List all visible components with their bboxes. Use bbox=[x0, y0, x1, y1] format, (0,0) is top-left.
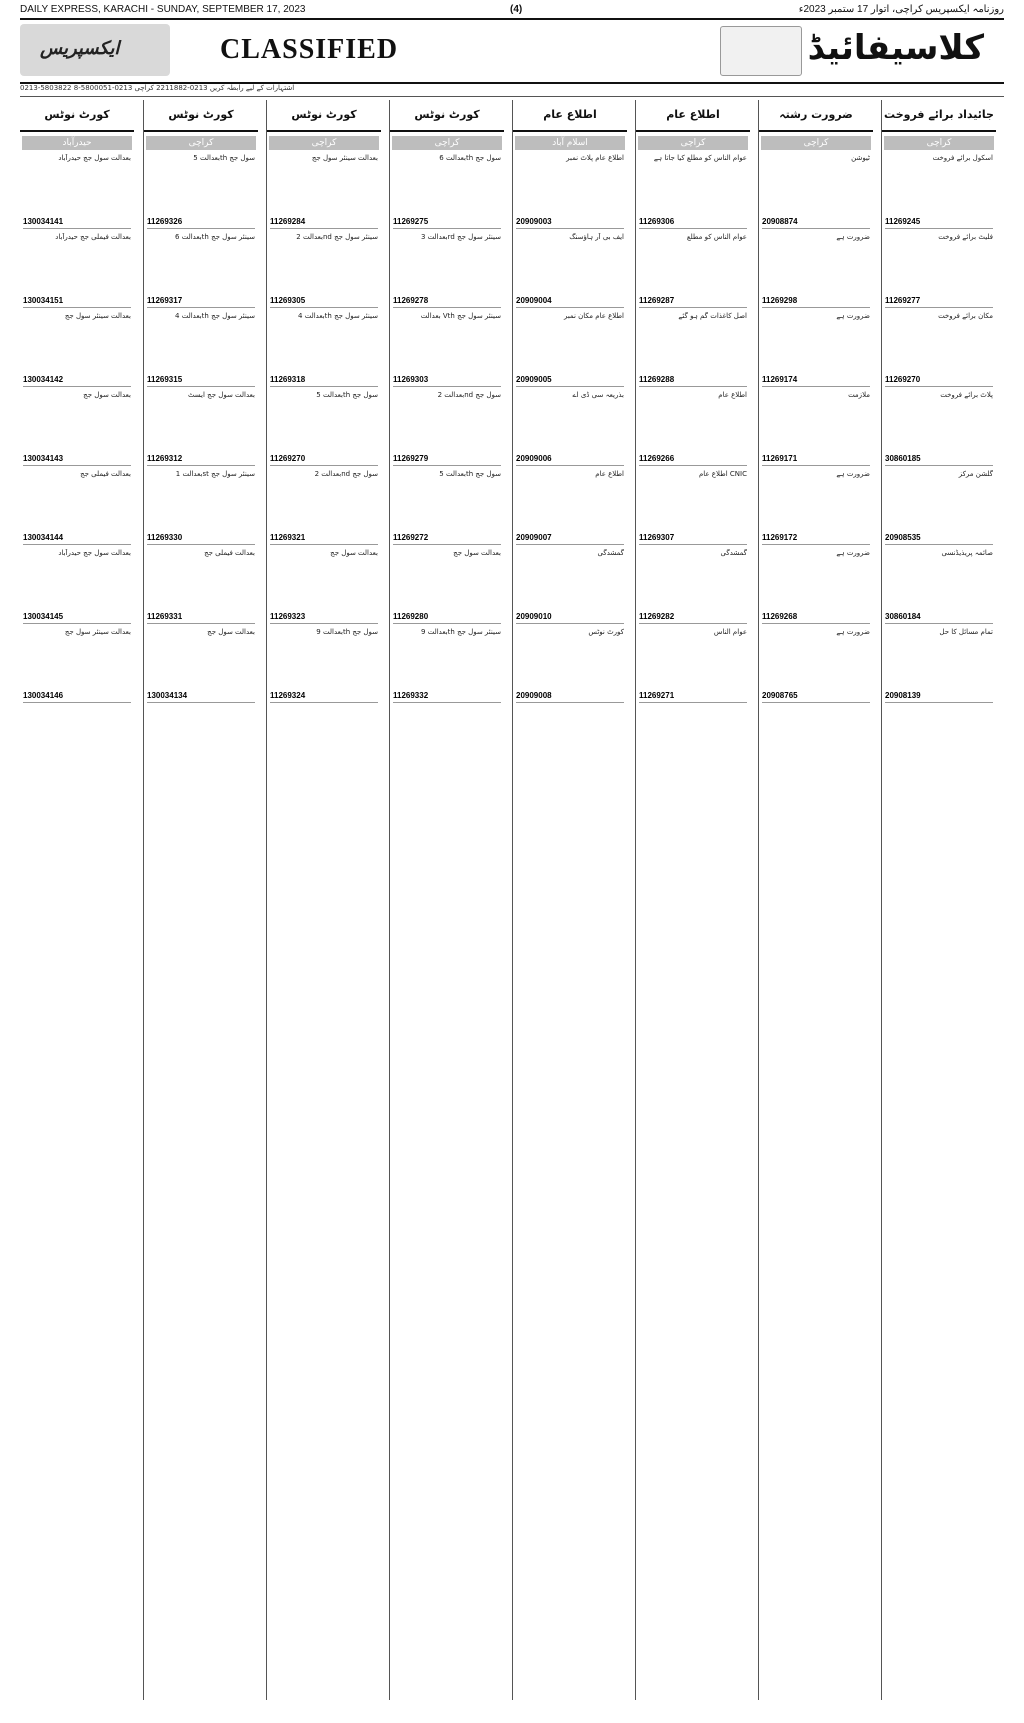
classified-ad bbox=[885, 154, 993, 229]
classified-ad bbox=[393, 549, 501, 624]
ad-text: بعدالت سینئر سول جج bbox=[64, 628, 131, 636]
classified-ad bbox=[147, 312, 255, 387]
ad-code: 11269275 bbox=[393, 218, 501, 229]
ad-text: فلیٹ برائے فروخت bbox=[938, 233, 993, 241]
ad-code: 130034143 bbox=[23, 455, 131, 466]
ad-text: بعدالت 6th سینئر سول جج bbox=[175, 233, 255, 241]
classified-ad bbox=[23, 312, 131, 387]
ad-code: 11269317 bbox=[147, 297, 255, 308]
ad-code: 11269332 bbox=[393, 692, 501, 703]
ad-text: ضرورت ہے bbox=[836, 549, 870, 557]
ad-text: ضرورت ہے bbox=[836, 628, 870, 636]
classified-ad bbox=[23, 470, 131, 545]
ad-text: بعدالت سول جج ایسٹ bbox=[187, 391, 255, 399]
classified-ad bbox=[762, 391, 870, 466]
ad-code: 11269271 bbox=[639, 692, 747, 703]
ad-text: ضرورت ہے bbox=[836, 470, 870, 478]
classified-ad bbox=[393, 470, 501, 545]
ad-code: 11269272 bbox=[393, 534, 501, 545]
column-1 bbox=[20, 100, 134, 1700]
ad-code: 20909003 bbox=[516, 218, 624, 229]
ad-code: 11269315 bbox=[147, 376, 255, 387]
classified-ad bbox=[516, 233, 624, 308]
ad-text: عوام الناس کو مطلع کیا جاتا ہے bbox=[653, 154, 747, 162]
classified-ad bbox=[516, 312, 624, 387]
region-label: کراچی bbox=[638, 136, 748, 150]
ad-code: 20909005 bbox=[516, 376, 624, 387]
classified-ad bbox=[885, 312, 993, 387]
top-line bbox=[20, 4, 1004, 16]
express-logo: ایکسپریس bbox=[20, 24, 170, 76]
ad-text: بعدالت 6th سول جج bbox=[439, 154, 501, 162]
classified-ad bbox=[270, 391, 378, 466]
ad-text: اصل کاغذات گم ہو گئے bbox=[678, 312, 747, 320]
ad-code: 11269278 bbox=[393, 297, 501, 308]
ad-text: بعدالت 4th سینئر سول جج bbox=[298, 312, 378, 320]
classified-ad bbox=[23, 233, 131, 308]
ad-code: 11269303 bbox=[393, 376, 501, 387]
ad-text: بعدالت سینئر سول جج bbox=[311, 154, 378, 162]
ad-text: مکان برائے فروخت bbox=[938, 312, 993, 320]
ad-text: بعدالت 4th سینئر سول جج bbox=[175, 312, 255, 320]
ad-text: بعدالت فیملی جج bbox=[204, 549, 255, 557]
ad-code: 11269306 bbox=[639, 218, 747, 229]
ad-text: بعدالت 1st سینئر سول جج bbox=[175, 470, 255, 478]
ad-code: 130034141 bbox=[23, 218, 131, 229]
ad-text: بعدالت سول جج bbox=[330, 549, 378, 557]
classified-ad bbox=[639, 154, 747, 229]
classified-ad bbox=[639, 233, 747, 308]
ad-text: اطلاع عام bbox=[595, 470, 624, 478]
ad-text: بعدالت سول جج bbox=[453, 549, 501, 557]
ad-text: اطلاع عام bbox=[718, 391, 747, 399]
ad-code: 11269288 bbox=[639, 376, 747, 387]
ad-code: 11269171 bbox=[762, 455, 870, 466]
classified-ad bbox=[639, 312, 747, 387]
ad-text: عوام الناس کو مطلع bbox=[686, 233, 747, 241]
ad-code: 11269287 bbox=[639, 297, 747, 308]
classified-ad bbox=[147, 233, 255, 308]
classified-ad bbox=[23, 391, 131, 466]
classified-ad bbox=[885, 233, 993, 308]
column-header: اطلاع عام bbox=[513, 100, 627, 132]
ad-code: 11269312 bbox=[147, 455, 255, 466]
classified-ad bbox=[639, 391, 747, 466]
classified-ad bbox=[762, 549, 870, 624]
ad-code: 20908535 bbox=[885, 534, 993, 545]
classified-ad bbox=[23, 628, 131, 703]
classified-ad bbox=[147, 549, 255, 624]
classified-ad bbox=[23, 549, 131, 624]
column-6 bbox=[635, 100, 750, 1700]
classified-ad bbox=[147, 628, 255, 703]
ad-text: بعدالت 2nd سینئر سول جج bbox=[296, 233, 378, 241]
classified-ad bbox=[270, 233, 378, 308]
ad-code: 11269270 bbox=[885, 376, 993, 387]
classified-ad bbox=[885, 470, 993, 545]
ad-code: 11269284 bbox=[270, 218, 378, 229]
ad-text: بعدالت سول جج bbox=[83, 391, 131, 399]
ad-text: بعدالت 3rd سینئر سول جج bbox=[420, 233, 501, 241]
classified-ad bbox=[762, 233, 870, 308]
ad-code: 11269331 bbox=[147, 613, 255, 624]
ad-code: 11269279 bbox=[393, 455, 501, 466]
ad-code: 11269277 bbox=[885, 297, 993, 308]
classified-ad bbox=[762, 154, 870, 229]
column-8 bbox=[881, 100, 996, 1700]
ad-code: 130034151 bbox=[23, 297, 131, 308]
classified-ad bbox=[393, 233, 501, 308]
region-label: کراچی bbox=[269, 136, 379, 150]
ad-text: ضرورت ہے bbox=[836, 233, 870, 241]
ad-text: اطلاع عام پلاٹ نمبر bbox=[566, 154, 624, 162]
ad-text: بعدالت سول جج bbox=[207, 628, 255, 636]
masthead bbox=[20, 18, 1004, 84]
column-header: ضرورت رشتہ bbox=[759, 100, 873, 132]
ad-text: ضرورت ہے bbox=[836, 312, 870, 320]
contact-strip: 0213-5803822 اشتہارات کے لیے رابطہ کریں 0213-2211882 کراچی 0213-5800051-8 bbox=[20, 84, 1004, 97]
classified-ad bbox=[762, 312, 870, 387]
ad-code: 130034144 bbox=[23, 534, 131, 545]
classified-ad bbox=[516, 549, 624, 624]
title-urdu: کلاسیفائیڈ bbox=[807, 28, 984, 68]
classified-ad bbox=[639, 549, 747, 624]
classified-columns bbox=[20, 100, 1004, 1700]
classified-ad bbox=[270, 628, 378, 703]
ad-text: ایف بی آر ہاؤسنگ bbox=[569, 233, 624, 241]
ad-code: 130034142 bbox=[23, 376, 131, 387]
ad-text: گمشدگی bbox=[597, 549, 624, 557]
ad-code: 30860185 bbox=[885, 455, 993, 466]
classified-ad bbox=[639, 470, 747, 545]
ad-code: 20909006 bbox=[516, 455, 624, 466]
column-header: کورٹ نوٹس bbox=[267, 100, 381, 132]
classified-ad bbox=[762, 628, 870, 703]
ad-code: 130034134 bbox=[147, 692, 255, 703]
ad-code: 11269266 bbox=[639, 455, 747, 466]
region-label: کراچی bbox=[884, 136, 994, 150]
ad-code: 11269323 bbox=[270, 613, 378, 624]
dateline-english: DAILY EXPRESS, KARACHI - SUNDAY, SEPTEMBER 17, 2023 bbox=[20, 4, 306, 15]
ad-text: بعدالت سول جج حیدرآباد bbox=[58, 549, 131, 557]
dateline-urdu: روزنامہ ایکسپریس کراچی، اتوار 17 ستمبر 2023ء bbox=[798, 4, 1004, 15]
ad-code: 130034145 bbox=[23, 613, 131, 624]
ad-code: 130034146 bbox=[23, 692, 131, 703]
ad-text: بعدالت 9th سول جج bbox=[316, 628, 378, 636]
ad-code: 11269270 bbox=[270, 455, 378, 466]
ad-text: بعدالت 9th سینئر سول جج bbox=[421, 628, 501, 636]
ad-text: گمشدگی bbox=[720, 549, 747, 557]
ad-code: 11269245 bbox=[885, 218, 993, 229]
ad-code: 11269305 bbox=[270, 297, 378, 308]
column-3 bbox=[266, 100, 381, 1700]
ad-code: 11269280 bbox=[393, 613, 501, 624]
ad-code: 20909007 bbox=[516, 534, 624, 545]
ad-code: 20909004 bbox=[516, 297, 624, 308]
region-label: کراچی bbox=[761, 136, 871, 150]
ad-code: 20908765 bbox=[762, 692, 870, 703]
ad-text: تمام مسائل کا حل bbox=[939, 628, 993, 636]
ad-text: گلشن مرکز bbox=[958, 470, 993, 478]
ad-code: 11269174 bbox=[762, 376, 870, 387]
ad-text: اسکول برائے فروخت bbox=[932, 154, 993, 162]
column-4 bbox=[389, 100, 504, 1700]
column-header: کورٹ نوٹس bbox=[390, 100, 504, 132]
ad-code: 11269321 bbox=[270, 534, 378, 545]
ad-code: 11269282 bbox=[639, 613, 747, 624]
classified-ad bbox=[393, 391, 501, 466]
classified-ad bbox=[270, 312, 378, 387]
ad-text: بعدالت 2nd سول جج bbox=[437, 391, 501, 399]
ad-code: 11269318 bbox=[270, 376, 378, 387]
ad-text: اطلاع عام CNIC bbox=[698, 470, 747, 478]
ad-code: 11269330 bbox=[147, 534, 255, 545]
classified-ad bbox=[393, 628, 501, 703]
ad-text: اطلاع عام مکان نمبر bbox=[563, 312, 624, 320]
decor-image bbox=[720, 26, 802, 76]
classified-ad bbox=[270, 549, 378, 624]
classified-ad bbox=[23, 154, 131, 229]
ad-code: 11269307 bbox=[639, 534, 747, 545]
classified-ad bbox=[885, 549, 993, 624]
classified-ad bbox=[393, 312, 501, 387]
classified-ad bbox=[762, 470, 870, 545]
classified-ad bbox=[270, 154, 378, 229]
ad-text: ملازمت bbox=[848, 391, 870, 399]
column-header: کورٹ نوٹس bbox=[20, 100, 134, 132]
ad-code: 20908139 bbox=[885, 692, 993, 703]
region-label: کراچی bbox=[392, 136, 502, 150]
ad-text: ٹیوشن bbox=[851, 154, 870, 162]
ad-code: 11269172 bbox=[762, 534, 870, 545]
column-7 bbox=[758, 100, 873, 1700]
ad-code: 11269326 bbox=[147, 218, 255, 229]
classified-ad bbox=[516, 154, 624, 229]
classified-ad bbox=[885, 391, 993, 466]
classified-ad bbox=[639, 628, 747, 703]
ad-text: بعدالت 2nd سول جج bbox=[314, 470, 378, 478]
ad-code: 20908874 bbox=[762, 218, 870, 229]
classified-ad bbox=[516, 470, 624, 545]
ad-text: صائمہ پریذیڈنسی bbox=[941, 549, 993, 557]
title-english: CLASSIFIED bbox=[220, 34, 399, 65]
region-label: کراچی bbox=[146, 136, 256, 150]
column-2 bbox=[143, 100, 258, 1700]
region-label: حیدرآباد bbox=[22, 136, 132, 150]
ad-text: بعدالت فیملی جج bbox=[80, 470, 131, 478]
ad-text: بعدالت 5th سول جج bbox=[193, 154, 255, 162]
ad-code: 11269324 bbox=[270, 692, 378, 703]
classified-ad bbox=[147, 154, 255, 229]
column-header: کورٹ نوٹس bbox=[144, 100, 258, 132]
column-5 bbox=[512, 100, 627, 1700]
classified-ad bbox=[147, 391, 255, 466]
classified-ad bbox=[393, 154, 501, 229]
ad-text: بعدالت Vth سینئر سول جج bbox=[420, 312, 501, 320]
ad-code: 20909008 bbox=[516, 692, 624, 703]
ad-code: 20909010 bbox=[516, 613, 624, 624]
ad-text: بعدالت 5th سول جج bbox=[316, 391, 378, 399]
ad-code: 30860184 bbox=[885, 613, 993, 624]
page-number: (4) bbox=[510, 4, 523, 15]
ad-text: بعدالت فیملی جج حیدرآباد bbox=[55, 233, 131, 241]
classified-ad bbox=[516, 628, 624, 703]
classified-ad bbox=[516, 391, 624, 466]
region-label: اسلام آباد bbox=[515, 136, 625, 150]
column-header: اطلاع عام bbox=[636, 100, 750, 132]
classified-ad bbox=[270, 470, 378, 545]
ad-code: 11269268 bbox=[762, 613, 870, 624]
ad-text: بذریعہ سی ڈی اے bbox=[572, 391, 624, 399]
classified-ad bbox=[885, 628, 993, 703]
ad-text: کورٹ نوٹس bbox=[588, 628, 624, 636]
column-header: جائیداد برائے فروخت bbox=[882, 100, 996, 132]
ad-text: پلاٹ برائے فروخت bbox=[940, 391, 993, 399]
ad-text: عوام الناس bbox=[713, 628, 747, 636]
ad-text: بعدالت سول جج حیدرآباد bbox=[58, 154, 131, 162]
ad-text: بعدالت 5th سول جج bbox=[439, 470, 501, 478]
classified-ad bbox=[147, 470, 255, 545]
ad-text: بعدالت سینئر سول جج bbox=[64, 312, 131, 320]
ad-code: 11269298 bbox=[762, 297, 870, 308]
